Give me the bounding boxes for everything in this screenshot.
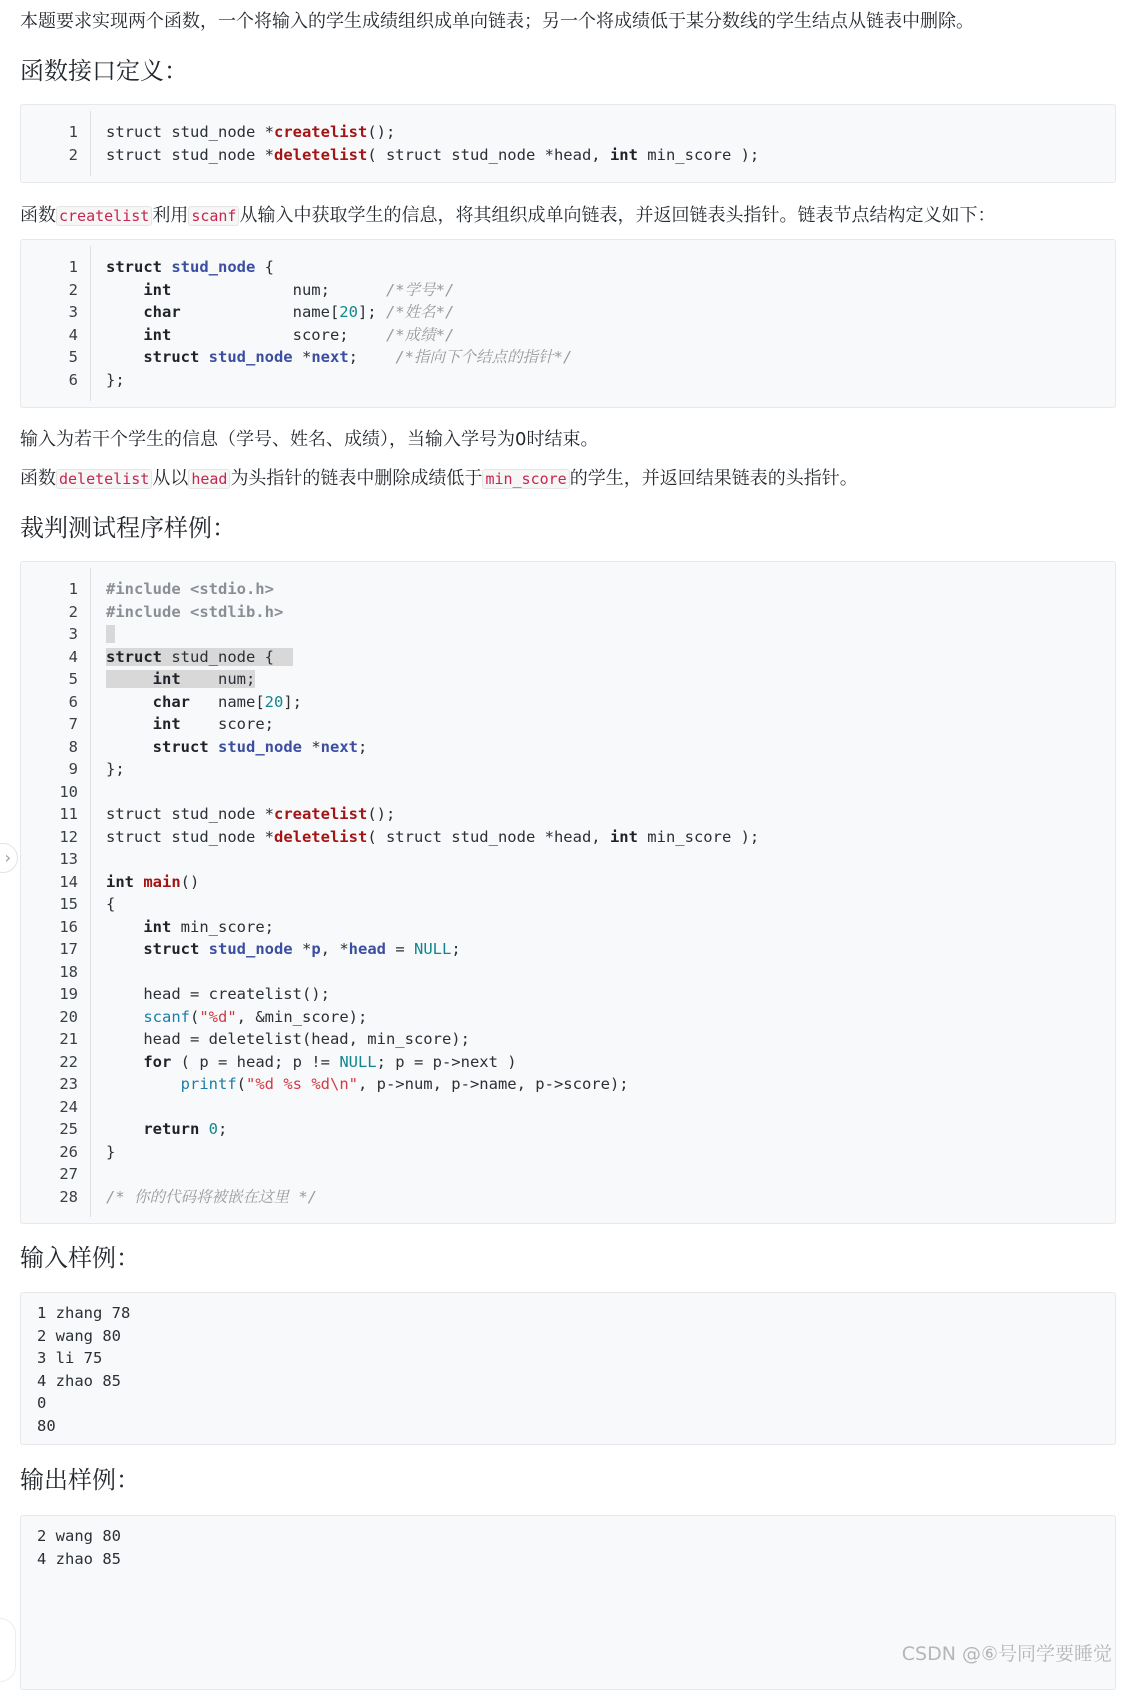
code-line: [21, 1369, 1115, 1393]
heading-sample-input: 输入样例：: [20, 1244, 140, 1272]
code-token: [106, 693, 153, 711]
code-text: [106, 915, 274, 939]
code-token: struct: [106, 647, 162, 666]
code-token: main: [143, 872, 181, 891]
code-text: [106, 757, 125, 781]
code-line: [21, 577, 1115, 601]
code-line: [21, 870, 1115, 894]
code-token: head = createlist();: [106, 985, 330, 1003]
createlist-description: [20, 204, 995, 228]
code-token: /*指向下个结点的指针*/: [395, 348, 573, 366]
line-number: 8: [68, 737, 78, 756]
code-token: *: [292, 940, 312, 958]
text: 的学生，并返回结果链表的头指针。: [569, 468, 858, 489]
code-text: [106, 1117, 227, 1141]
line-number: 24: [59, 1097, 78, 1116]
code-token: , &min_score);: [236, 1007, 368, 1026]
code-token: int: [152, 715, 181, 733]
csdn-watermark: CSDN @⑥号同学要睡觉: [901, 1643, 1112, 1665]
line-number: 15: [59, 895, 78, 913]
code-token: [106, 326, 143, 344]
code-token: ( struct stud_node *head,: [367, 145, 610, 164]
code-token: struct stud_node *: [106, 123, 274, 141]
code-token: return: [143, 1120, 200, 1138]
code-text: [106, 278, 454, 302]
line-number: 22: [59, 1052, 78, 1071]
code-text: [106, 577, 274, 601]
code-token: ];: [283, 692, 302, 711]
code-text: [106, 892, 115, 916]
code-line: [21, 323, 1115, 347]
inline-code-scanf: scanf: [188, 206, 239, 226]
code-token: [106, 1075, 181, 1093]
code-line: [21, 690, 1115, 714]
code-token: int: [106, 872, 144, 891]
code-line: [21, 345, 1115, 369]
code-token: int: [143, 917, 172, 936]
code-token: stud_node: [208, 940, 293, 958]
code-token: #include <stdlib.h>: [106, 602, 284, 621]
code-line: [21, 960, 1115, 984]
code-token: ];: [357, 303, 386, 321]
code-token: struct stud_node *: [106, 827, 274, 846]
code-token: num;: [171, 280, 386, 299]
code-line: [21, 757, 1115, 781]
code-text: 2 wang 80: [37, 1326, 121, 1345]
code-line: [21, 780, 1115, 804]
code-line: [21, 1095, 1115, 1119]
code-line: [21, 1117, 1115, 1141]
code-token: min_score );: [637, 827, 760, 846]
code-line: [21, 1414, 1115, 1438]
line-number: 5: [68, 670, 78, 688]
code-token: struct stud_node *: [106, 145, 274, 164]
line-number: 19: [59, 985, 78, 1003]
code-line: [21, 600, 1115, 624]
inline-code-min-score: min_score: [482, 469, 569, 489]
code-token: ;: [348, 348, 396, 366]
code-text: [106, 735, 367, 759]
code-token: struct: [152, 737, 218, 756]
code-token: p: [311, 940, 321, 958]
line-number: 27: [59, 1165, 78, 1183]
code-text: 80: [37, 1416, 56, 1435]
code-text: [106, 255, 274, 279]
text: 函数: [20, 468, 56, 489]
code-line: [21, 622, 1115, 646]
code-text: [106, 982, 330, 1006]
code-line: [21, 1072, 1115, 1096]
code-token: int: [609, 827, 638, 846]
problem-description: 本题要求实现两个函数，一个将输入的学生成绩组织成单向链表；另一个将成绩低于某分数线的学生结点从链表中删除。: [20, 11, 974, 32]
code-line: [21, 825, 1115, 849]
sidebar-toggle-button[interactable]: ›: [0, 843, 18, 873]
inline-code-deletelist: deletelist: [56, 469, 152, 489]
code-token: };: [106, 760, 125, 778]
line-number: 9: [68, 760, 78, 778]
line-number: 4: [68, 325, 78, 344]
code-line: [21, 915, 1115, 939]
code-token: [106, 738, 153, 756]
line-number: 6: [68, 370, 78, 389]
code-block-struct: [20, 239, 1116, 408]
line-number: 10: [59, 782, 78, 801]
code-token: int: [143, 280, 172, 299]
code-token: num;: [180, 670, 256, 688]
code-token: ;: [451, 940, 461, 958]
code-text: [106, 690, 302, 714]
code-line: [21, 143, 1115, 167]
line-number: 2: [68, 280, 78, 299]
code-text: 4 zhao 85: [37, 1371, 121, 1390]
code-line: [21, 982, 1115, 1006]
heading-interface: 函数接口定义：: [20, 57, 188, 85]
code-text: [106, 712, 274, 736]
code-line: [21, 1301, 1115, 1325]
code-text: [106, 1050, 517, 1074]
inline-code-createlist: createlist: [56, 206, 152, 226]
line-number: 7: [68, 715, 78, 733]
code-token: [106, 281, 143, 299]
code-token: char: [152, 692, 190, 711]
code-token: };: [106, 370, 125, 389]
code-text: 1 zhang 78: [37, 1304, 131, 1322]
code-token: ( struct stud_node *head,: [367, 827, 610, 846]
code-token: deletelist: [273, 827, 368, 846]
code-line: [21, 1346, 1115, 1370]
line-number: 20: [59, 1007, 78, 1026]
code-text: [106, 645, 293, 669]
code-text: [106, 1140, 115, 1164]
code-text: [106, 1027, 470, 1051]
code-token: /*姓名*/: [385, 303, 455, 321]
code-token: [106, 625, 115, 643]
code-token: head: [348, 940, 386, 958]
line-number: 14: [59, 872, 78, 891]
code-line: [21, 300, 1115, 324]
code-token: ; p = p->next ): [376, 1052, 517, 1071]
code-token: 0: [208, 1120, 219, 1138]
code-line: [21, 667, 1115, 691]
code-token: struct: [106, 258, 172, 276]
code-token: {: [255, 258, 274, 276]
code-token: NULL: [339, 1052, 377, 1071]
code-token: }: [106, 1142, 116, 1161]
code-token: score;: [180, 715, 274, 733]
code-line: [21, 937, 1115, 961]
line-number: 3: [68, 303, 78, 321]
code-token: ;: [358, 737, 368, 756]
code-line: [21, 1524, 1115, 1548]
code-token: , *: [320, 940, 349, 958]
code-token: {: [106, 895, 116, 913]
line-number: 11: [59, 805, 78, 823]
code-token: head = deletelist(head, min_score);: [106, 1030, 470, 1048]
code-token: [106, 1120, 143, 1138]
code-line: [21, 120, 1115, 144]
line-number: 18: [59, 962, 78, 981]
line-number: 12: [59, 827, 78, 846]
code-token: /*成绩*/: [385, 325, 455, 344]
code-line: [21, 1005, 1115, 1029]
code-line: [21, 1162, 1115, 1186]
text: 为头指针的链表中删除成绩低于: [230, 468, 483, 489]
line-number: 4: [68, 647, 78, 666]
code-line: [21, 1185, 1115, 1209]
code-token: /*学号*/: [385, 280, 455, 299]
line-number: 13: [59, 850, 78, 868]
code-token: [106, 670, 153, 688]
code-token: 20: [264, 692, 284, 711]
code-token: min_score );: [637, 145, 760, 164]
code-token: stud_node: [218, 737, 302, 756]
line-number: 25: [59, 1120, 78, 1138]
code-text: 4 zhao 85: [37, 1549, 121, 1568]
code-token: struct: [143, 348, 209, 366]
code-token: printf: [180, 1075, 237, 1093]
code-token: scanf: [143, 1007, 190, 1026]
line-number: 6: [68, 692, 78, 711]
code-token: =: [386, 940, 414, 958]
code-text: [106, 622, 115, 646]
code-token: (: [190, 1007, 200, 1026]
line-number: 16: [59, 917, 78, 936]
code-token: [106, 303, 143, 321]
code-token: ();: [367, 123, 396, 141]
code-token: createlist: [273, 123, 368, 141]
line-number: 1: [68, 580, 78, 598]
line-number: 2: [68, 602, 78, 621]
code-token: [106, 1053, 143, 1071]
line-number: 28: [59, 1187, 78, 1206]
code-text: 2 wang 80: [37, 1527, 121, 1545]
code-token: deletelist: [273, 145, 368, 164]
line-number: 23: [59, 1075, 78, 1093]
code-text: [106, 870, 199, 894]
code-token: "%d": [199, 1007, 237, 1026]
code-text: [106, 368, 125, 392]
code-line: [21, 712, 1115, 736]
code-line: [21, 847, 1115, 871]
code-token: [106, 940, 143, 958]
code-block-judge: [20, 561, 1116, 1224]
code-line: [21, 1050, 1115, 1074]
code-token: ( p = head; p !=: [171, 1052, 340, 1071]
code-token: char: [143, 303, 181, 321]
code-text: [106, 1005, 367, 1029]
code-token: score;: [171, 325, 386, 344]
code-line: [21, 892, 1115, 916]
code-token: for: [143, 1052, 172, 1071]
code-line: [21, 802, 1115, 826]
code-line: [21, 1027, 1115, 1051]
code-text: [106, 1072, 629, 1096]
text: 从输入中获取学生的信息，将其组织成单向链表，并返回链表头指针。链表节点结构定义如下：: [239, 205, 996, 226]
code-text: [106, 825, 759, 849]
code-text: [106, 323, 454, 347]
code-line: [21, 645, 1115, 669]
code-token: name[: [190, 692, 265, 711]
code-line: [21, 1391, 1115, 1415]
code-line: [21, 255, 1115, 279]
code-token: stud_node {: [162, 647, 293, 666]
code-token: createlist: [273, 805, 368, 823]
code-token: NULL: [414, 940, 452, 958]
input-description: 输入为若干个学生的信息（学号、姓名、成绩），当输入学号为0时结束。: [20, 429, 599, 450]
code-block-interface: [20, 104, 1116, 183]
code-token: "%d %s %d\n": [246, 1075, 358, 1093]
side-floating-button[interactable]: [0, 1618, 16, 1682]
line-number: 17: [59, 940, 78, 958]
code-line: [21, 735, 1115, 759]
code-token: [106, 1008, 143, 1026]
code-text: [106, 143, 759, 167]
sample-input-block: [20, 1292, 1116, 1445]
code-token: stud_node: [171, 258, 256, 276]
line-number: 1: [68, 123, 78, 141]
code-token: (: [236, 1075, 246, 1093]
code-line: [21, 368, 1115, 392]
line-number: 5: [68, 348, 78, 366]
code-text: [106, 300, 454, 324]
code-token: int: [609, 145, 638, 164]
code-text: [106, 345, 572, 369]
code-token: (): [180, 872, 200, 891]
code-text: [106, 120, 395, 144]
deletelist-description: [20, 467, 858, 491]
code-text: [106, 937, 461, 961]
code-token: *: [292, 348, 312, 366]
code-token: #include <stdio.h>: [106, 580, 274, 598]
code-token: [106, 715, 153, 733]
code-token: struct: [143, 940, 209, 958]
code-token: [106, 348, 143, 366]
code-text: [106, 667, 255, 691]
code-token: name[: [180, 303, 340, 321]
line-number: 3: [68, 625, 78, 643]
text: 从以: [152, 468, 189, 489]
code-token: struct stud_node *: [106, 805, 274, 823]
code-token: int: [152, 670, 181, 688]
code-token: [106, 918, 143, 936]
code-token: , p->num, p->name, p->score);: [357, 1075, 629, 1093]
line-number: 21: [59, 1030, 78, 1048]
inline-code-head: head: [188, 469, 230, 489]
code-text: 3 li 75: [37, 1349, 103, 1367]
line-number: 26: [59, 1142, 78, 1161]
code-text: [106, 600, 283, 624]
code-line: [21, 1547, 1115, 1571]
code-line: [21, 1140, 1115, 1164]
code-token: next: [320, 737, 358, 756]
code-token: int: [143, 325, 172, 344]
heading-judge-program: 裁判测试程序样例：: [20, 514, 236, 542]
line-number: 2: [68, 145, 78, 164]
code-token: stud_node: [208, 348, 293, 366]
code-token: [199, 1120, 208, 1138]
code-token: ;: [218, 1120, 228, 1138]
code-token: ();: [367, 805, 396, 823]
code-token: /* 你的代码将被嵌在这里 */: [106, 1187, 317, 1206]
code-token: min_score;: [171, 917, 274, 936]
code-text: 0: [37, 1394, 47, 1412]
text: 利用: [152, 205, 189, 226]
code-line: [21, 1324, 1115, 1348]
code-token: *: [302, 737, 321, 756]
code-text: [106, 802, 395, 826]
code-text: [106, 1185, 317, 1209]
text: 函数: [20, 205, 56, 226]
code-token: next: [311, 348, 349, 366]
heading-sample-output: 输出样例：: [20, 1466, 140, 1494]
code-line: [21, 278, 1115, 302]
line-number: 1: [68, 258, 78, 276]
code-token: 20: [339, 303, 358, 321]
